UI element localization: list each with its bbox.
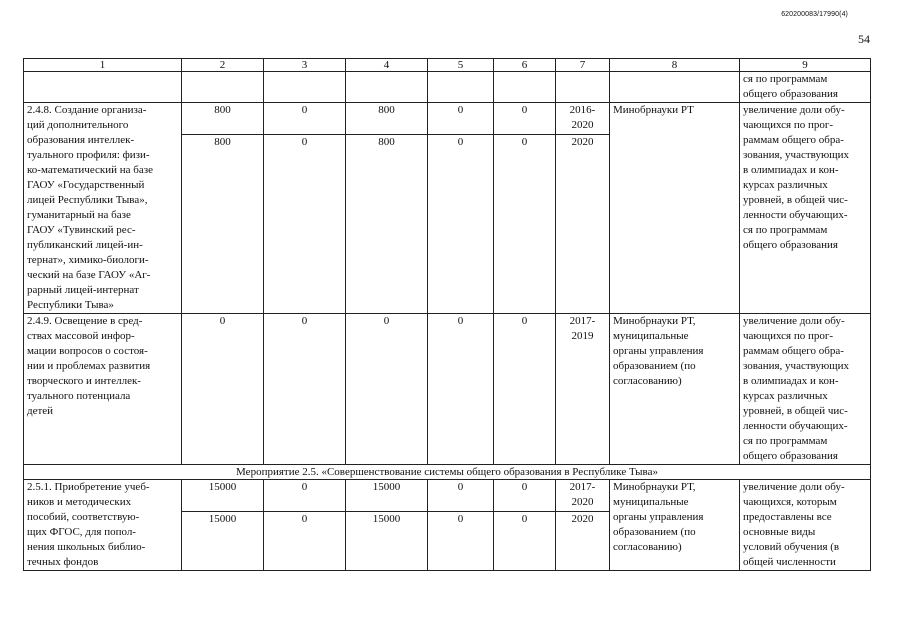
measure-name: 2.4.9. Освещение в сред- ствах массовой инфор- мации вопросов о состоя- нии и проблемах развития творческого и интеллек- туального потенциала детей xyxy=(24,314,182,465)
cell-col4: 15000 xyxy=(346,480,428,512)
column-header-6: 6 xyxy=(494,59,556,72)
table-row xyxy=(24,480,871,512)
cell xyxy=(494,72,556,103)
cell-col6: 0 xyxy=(494,314,556,465)
table-row xyxy=(24,103,871,135)
responsible-executor: Минобрнауки РТ xyxy=(610,103,740,314)
cell-col5: 0 xyxy=(428,135,494,314)
cell-period: 2020 xyxy=(556,135,610,314)
cell-col3: 0 xyxy=(264,135,346,314)
cell xyxy=(556,72,610,103)
document-id: 620200083/17990(4) xyxy=(781,11,848,18)
cell-col5: 0 xyxy=(428,512,494,571)
cell-period: 2017- 2020 xyxy=(556,480,610,512)
cell-col3: 0 xyxy=(264,103,346,135)
cell-col2: 15000 xyxy=(182,512,264,571)
indicator-text: увеличение доли обу- чающихся, которым предоставлены все основные виды условий обучения (в общей численности xyxy=(740,480,871,571)
indicator-text: увеличение доли обу- чающихся по прог- раммам общего обра- зования, участвующих в олимпиадах и кон- курсах различных уровней, в общей чис- ленности обучающих- ся по программам общего образования xyxy=(740,314,871,465)
cell-col4: 0 xyxy=(346,314,428,465)
cell xyxy=(346,72,428,103)
responsible-executor: Минобрнауки РТ, муниципальные органы управления образованием (по согласованию) xyxy=(610,314,740,465)
cell-col6: 0 xyxy=(494,480,556,512)
cell xyxy=(24,72,182,103)
cell-col2: 0 xyxy=(182,314,264,465)
page-number: 54 xyxy=(858,32,870,46)
cell-col2: 800 xyxy=(182,135,264,314)
cell-col5: 0 xyxy=(428,480,494,512)
responsible-executor: Минобрнауки РТ, муниципальные органы управления образованием (по согласованию) xyxy=(610,480,740,571)
column-header-5: 5 xyxy=(428,59,494,72)
measure-name: 2.4.8. Создание организа- ций дополнительного образования интеллек- туального профиля: физи- ко-математический на базе ГАОУ «Государственный лицей Республики Тыва», гуманитарный на базе ГАОУ «Тувинский рес- публиканский лицей-ин- тернат», химико-биологи- ческий на базе ГАОУ «Аг- рарный лицей-интернат Республики Тыва» xyxy=(24,103,182,314)
cell-col3: 0 xyxy=(264,314,346,465)
cell-period: 2016- 2020 xyxy=(556,103,610,135)
cell-col4: 15000 xyxy=(346,512,428,571)
cell-col3: 0 xyxy=(264,480,346,512)
section-title: Мероприятие 2.5. «Совершенствование системы общего образования в Республике Тыва» xyxy=(24,465,871,480)
cell-col2: 800 xyxy=(182,103,264,135)
column-header-7: 7 xyxy=(556,59,610,72)
cell-col6: 0 xyxy=(494,512,556,571)
cell-col6: 0 xyxy=(494,103,556,135)
cell xyxy=(610,72,740,103)
program-measures-table xyxy=(23,58,871,571)
indicator-text: ся по программам общего образования xyxy=(740,72,871,103)
cell-col4: 800 xyxy=(346,135,428,314)
cell-col3: 0 xyxy=(264,512,346,571)
column-header-4: 4 xyxy=(346,59,428,72)
column-header-8: 8 xyxy=(610,59,740,72)
cell xyxy=(182,72,264,103)
cell-col5: 0 xyxy=(428,314,494,465)
cell xyxy=(264,72,346,103)
section-row xyxy=(24,465,871,480)
cell-period: 2017- 2019 xyxy=(556,314,610,465)
column-header-9: 9 xyxy=(740,59,871,72)
table-row xyxy=(24,314,871,465)
cell-col4: 800 xyxy=(346,103,428,135)
cell xyxy=(428,72,494,103)
column-header-2: 2 xyxy=(182,59,264,72)
cell-period: 2020 xyxy=(556,512,610,571)
column-header-3: 3 xyxy=(264,59,346,72)
cell-col5: 0 xyxy=(428,103,494,135)
cell-col6: 0 xyxy=(494,135,556,314)
indicator-text: увеличение доли обу- чающихся по прог- раммам общего обра- зования, участвующих в олимпиадах и кон- курсах различных уровней, в общей чис- ленности обучающих- ся по программам общего образования xyxy=(740,103,871,314)
column-header-1: 1 xyxy=(24,59,182,72)
measure-name: 2.5.1. Приобретение учеб- ников и методических пособий, соответствую- щих ФГОС, для попол- нения школьных библио- течных фондов xyxy=(24,480,182,571)
continuation-row xyxy=(24,72,871,103)
header-row xyxy=(24,59,871,72)
cell-col2: 15000 xyxy=(182,480,264,512)
